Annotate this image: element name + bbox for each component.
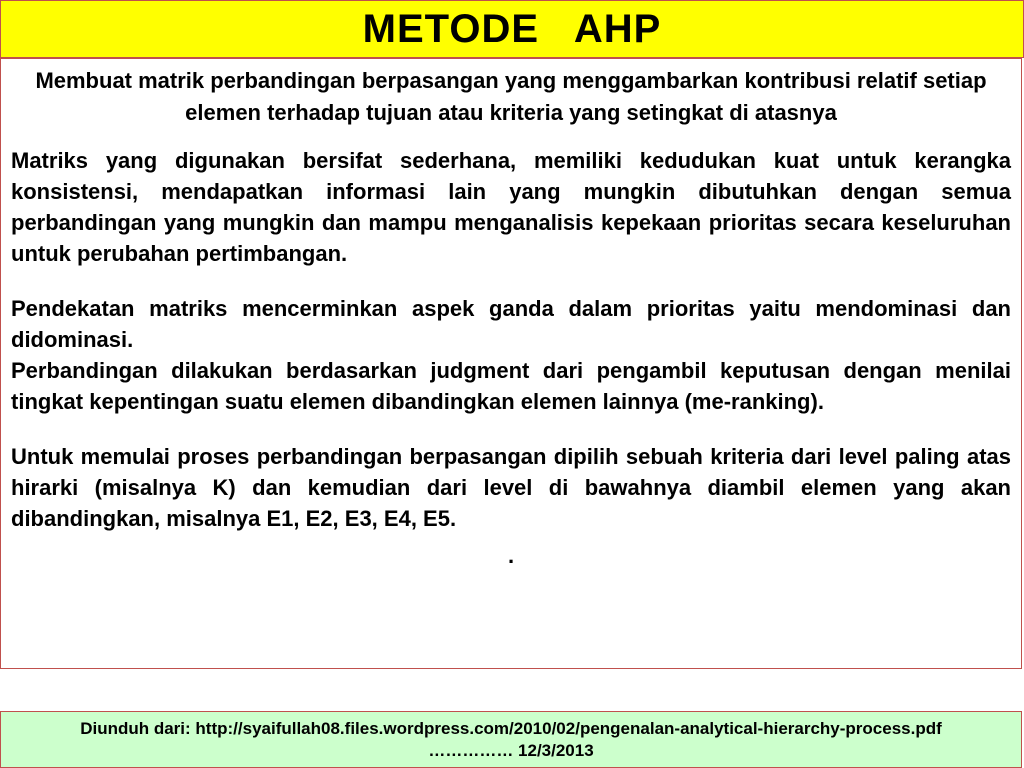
slide-title: METODE AHP xyxy=(362,6,662,51)
title-bar xyxy=(0,0,1024,58)
content-box xyxy=(0,58,1022,669)
trailing-dot: . xyxy=(507,543,515,568)
source-footer xyxy=(0,711,1022,768)
paragraph-matrix-approach: Pendekatan matriks mencerminkan aspek ganda dalam prioritas yaitu mendominasi dan didominasi. xyxy=(11,296,1011,352)
paragraph-matrix-description: Matriks yang digunakan bersifat sederhana, memiliki kedudukan kuat untuk kerangka konsistensi, mendapatkan informasi lain yang mungkin dibutuhkan dengan semua perbandingan yang mungkin dan mampu menganalisis kepekaan prioritas secara keseluruhan untuk perubahan pertimbangan. xyxy=(11,148,1011,266)
lead-statement: Membuat matrik perbandingan berpasangan yang menggambarkan kontribusi relatif setiap elemen terhadap tujuan atau kriteria yang setingkat di atasnya xyxy=(35,68,987,125)
paragraph-comparison-judgment: Perbandingan dilakukan berdasarkan judgment dari pengambil keputusan dengan menilai tingkat kepentingan suatu elemen dibandingkan elemen lainnya (me-ranking). xyxy=(11,358,1011,414)
paragraph-pairwise-start: Untuk memulai proses perbandingan berpasangan dipilih sebuah kriteria dari level paling atas hirarki (misalnya K) dan kemudian dari level di bawahnya diambil elemen yang akan dibandingkan, misalnya E1, E2, E3, E4, E5. xyxy=(11,444,1011,531)
spacer xyxy=(11,417,1011,441)
spacer xyxy=(11,269,1011,293)
source-citation: Diunduh dari: http://syaifullah08.files.wordpress.com/2010/02/pengenalan-analytical-hierarchy-process.pdf …………… 12/3/2013 xyxy=(80,718,942,760)
